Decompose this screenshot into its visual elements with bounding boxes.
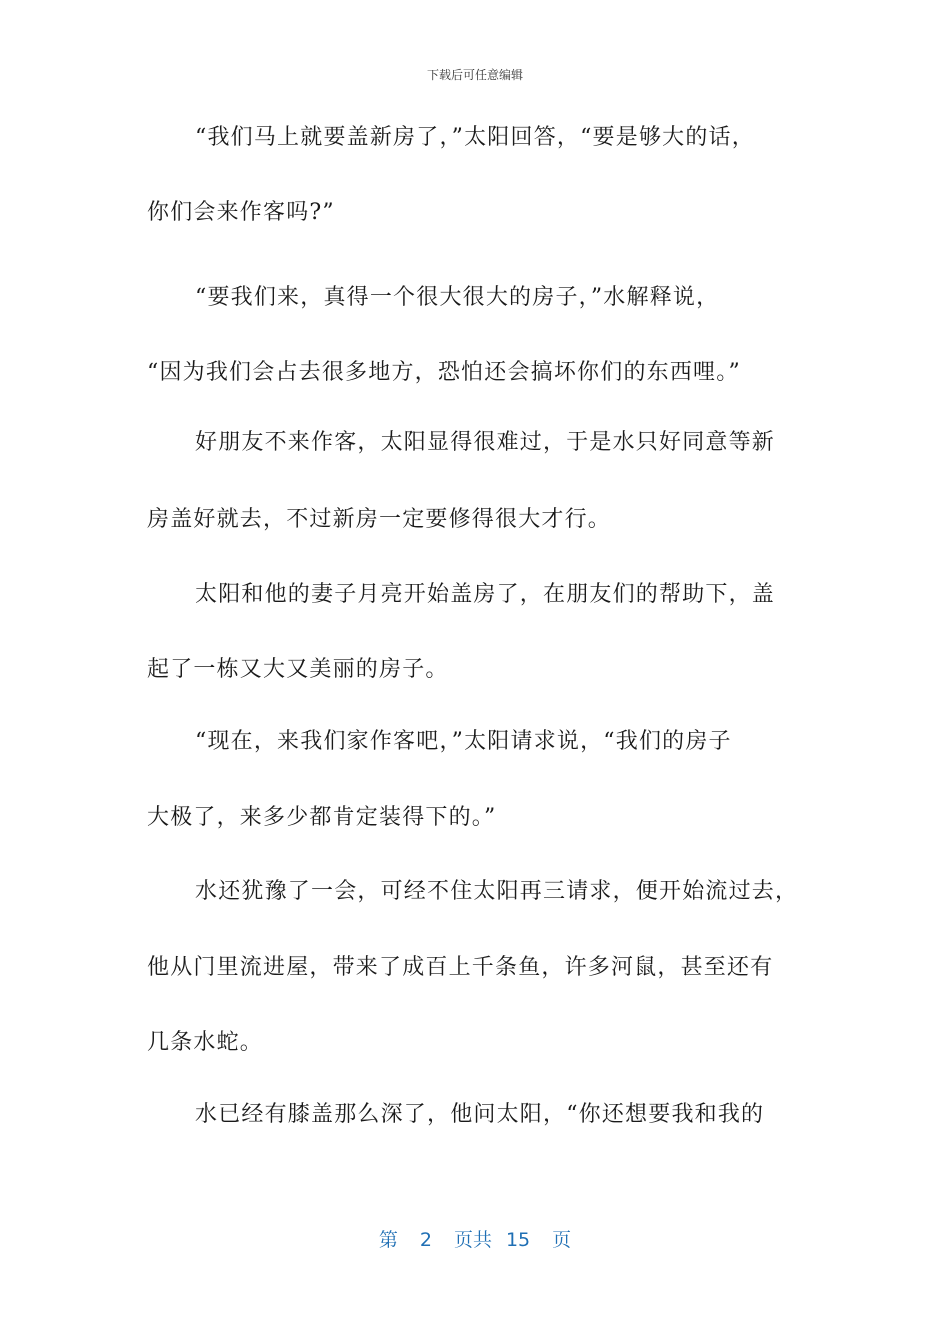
text-line: “要我们来，真得一个很大很大的房子，”水解释说， [195, 285, 720, 310]
text-line: “因为我们会占去很多地方，恐怕还会搞坏你们的东西哩。” [147, 360, 741, 385]
current-page-number: 2 [419, 1229, 432, 1251]
text-line: “我们马上就要盖新房了，”太阳回答，“要是够大的话， [195, 125, 755, 150]
text-line: 好朋友不来作客，太阳显得很难过，于是水只好同意等新 [195, 430, 776, 455]
text-line: 起了一栋又大又美丽的房子。 [147, 657, 449, 682]
text-line: 几条水蛇。 [147, 1030, 264, 1055]
text-line: 水还犹豫了一会，可经不住太阳再三请求，便开始流过去， [195, 879, 799, 904]
footer-prefix: 第 [378, 1229, 398, 1251]
page-header: 下载后可任意编辑 [426, 68, 523, 82]
text-line: 他从门里流进屋，带来了成百上千条鱼，许多河鼠，甚至还有 [147, 955, 774, 980]
text-line: 大极了，来多少都肯定装得下的。” [147, 805, 497, 830]
text-line: “现在，来我们家作客吧，”太阳请求说，“我们的房子 [195, 729, 732, 754]
text-line: 太阳和他的妻子月亮开始盖房了，在朋友们的帮助下，盖 [195, 582, 776, 607]
text-line: 你们会来作客吗?” [147, 200, 335, 225]
text-line: 水已经有膝盖那么深了，他问太阳，“你还想要我和我的 [195, 1102, 765, 1127]
total-pages-number: 15 [505, 1229, 531, 1251]
text-line: 房盖好就去，不过新房一定要修得很大才行。 [147, 507, 612, 532]
page-footer [0, 1225, 950, 1252]
footer-middle: 页共 [453, 1229, 492, 1251]
footer-suffix: 页 [552, 1229, 572, 1251]
